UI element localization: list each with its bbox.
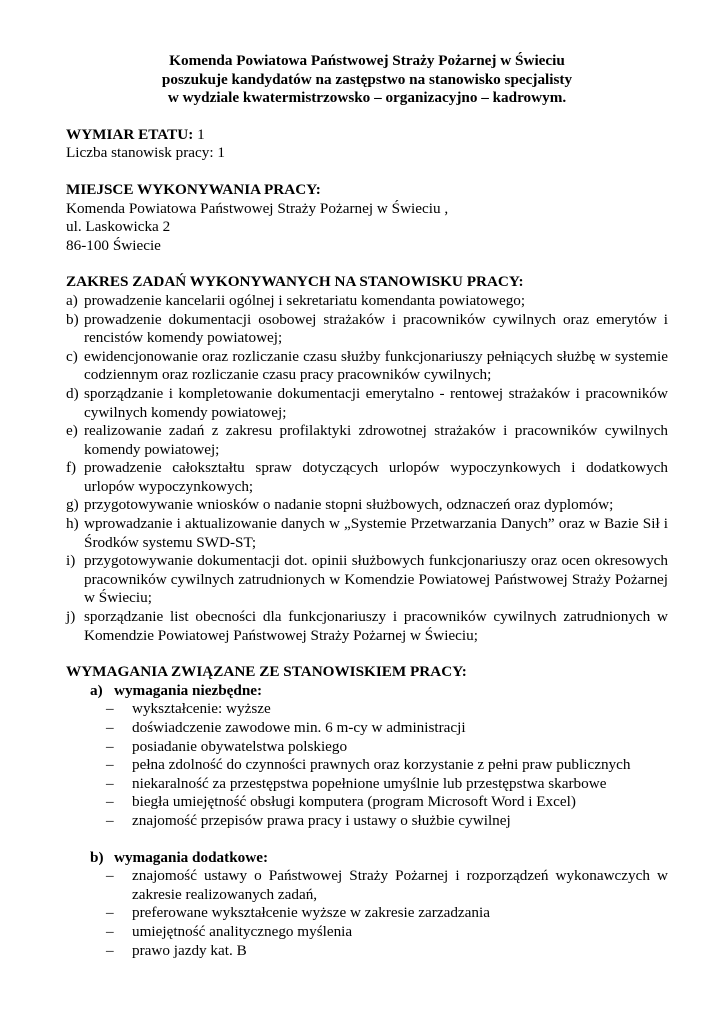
additional-item: – znajomość ustawy o Państwowej Straży Pożarnej i rozporządzeń wykonawczych w zakresie realizowanych zadań,	[106, 867, 668, 904]
task-item	[66, 552, 668, 608]
tasks-section	[66, 273, 668, 645]
task-text: sporządzanie list obecności dla funkcjonariuszy i pracowników cywilnych zatrudnionych w Komendzie Powiatowej Państwowej Straży Pożarnej w Świeciu;	[84, 608, 668, 644]
task-item	[66, 311, 668, 348]
tasks-heading: ZAKRES ZADAŃ WYKONYWANYCH NA STANOWISKU PRACY:	[66, 273, 524, 291]
additional-item: – preferowane wykształcenie wyższe w zakresie zarzadzania	[106, 904, 668, 923]
task-text: prowadzenie dokumentacji osobowej strażaków i pracowników cywilnych oraz emerytów i rencistów komendy powiatowej;	[84, 310, 668, 347]
etat-heading: WYMIAR ETATU:	[66, 125, 194, 143]
tasks-list	[66, 292, 668, 645]
location-line-3: 86-100 Świecie	[66, 236, 161, 254]
required-item: – biegła umiejętność obsługi komputera (program Microsoft Word i Excel)	[106, 793, 668, 812]
task-text: wprowadzanie i aktualizowanie danych w „Systemie Przetwarzania Danych” oraz w Bazie Sił i Środków systemu SWD-ST;	[84, 515, 668, 551]
task-label: b)	[66, 310, 79, 328]
task-label: c)	[66, 347, 78, 365]
requirements-heading: WYMAGANIA ZWIĄZANE ZE STANOWISKIEM PRACY:	[66, 663, 467, 681]
required-label: a)	[90, 681, 103, 699]
etat-line	[66, 126, 668, 145]
additional-list	[66, 867, 668, 960]
task-item	[66, 608, 668, 645]
header-line-1: Komenda Powiatowa Państwowej Straży Pożarnej w Świeciu	[169, 52, 565, 69]
etat-value: 1	[193, 125, 205, 143]
task-text: przygotowywanie dokumentacji dot. opinii służbowych funkcjonariuszy oraz ocen okresowych pracowników cywilnych zatrudnionych w Komendzie Powiatowej Państwowej Straży Pożarnej w Świeciu;	[84, 552, 668, 607]
additional-label: b)	[90, 848, 104, 866]
task-text: prowadzenie kancelarii ogólnej i sekretariatu komendanta powiatowego;	[84, 291, 526, 309]
task-label: e)	[66, 422, 78, 440]
task-text: ewidencjonowanie oraz rozliczanie czasu służby funkcjonariuszy pełniących służbę w systemie codziennym oraz rozliczanie czasu pracy pracowników cywilnych;	[84, 347, 668, 384]
required-item: – doświadczenie zawodowe min. 6 m-cy w administracji	[106, 719, 668, 738]
required-item: – pełna zdolność do czynności prawnych oraz korzystanie z pełni praw publicznych	[106, 756, 668, 775]
requirements-section	[66, 663, 668, 960]
header-line-2: poszukuje kandydatów na zastępstwo na stanowisko specjalisty	[161, 70, 573, 88]
additional-title: wymagania dodatkowe:	[114, 848, 268, 866]
task-label: i)	[66, 552, 76, 570]
task-text: realizowanie zadań z zakresu profilaktyki zdrowotnej strażaków i pracowników cywilnych komendy powiatowej;	[84, 422, 668, 458]
task-item	[66, 292, 668, 311]
task-item	[66, 515, 668, 552]
task-item	[66, 496, 668, 515]
location-line-2: ul. Laskowicka 2	[66, 218, 171, 236]
required-item: – wykształcenie: wyższe	[106, 700, 668, 719]
task-label: j)	[66, 608, 76, 626]
required-list	[66, 700, 668, 830]
location-line-1: Komenda Powiatowa Państwowej Straży Pożarnej w Świeciu ,	[66, 199, 449, 217]
task-label: h)	[66, 515, 79, 533]
task-item	[66, 459, 668, 496]
required-item: – posiadanie obywatelstwa polskiego	[106, 738, 668, 757]
task-label: a)	[66, 291, 78, 309]
task-text: sporządzanie i kompletowanie dokumentacji emerytalno - rentowej strażaków i pracowników cywilnych komendy powiatowej;	[84, 384, 668, 421]
required-title: wymagania niezbędne:	[114, 681, 263, 699]
task-item	[66, 422, 668, 459]
header-line-3: w wydziale kwatermistrzowsko – organizacyjno – kadrowym.	[167, 89, 567, 107]
additional-subheading	[90, 849, 668, 868]
additional-item: – prawo jazdy kat. B	[106, 942, 668, 961]
task-label: g)	[66, 496, 79, 514]
location-section	[66, 181, 668, 255]
task-item	[66, 348, 668, 385]
etat-section	[66, 126, 668, 163]
positions-count: Liczba stanowisk pracy: 1	[66, 144, 225, 162]
additional-item: – umiejętność analitycznego myślenia	[106, 923, 668, 942]
location-heading: MIEJSCE WYKONYWANIA PRACY:	[66, 180, 321, 198]
task-label: d)	[66, 384, 79, 402]
task-text: prowadzenie całokształtu spraw dotyczących urlopów wypoczynkowych i dodatkowych urlopów wypoczynkowych;	[84, 459, 668, 495]
task-label: f)	[66, 459, 77, 477]
required-item: – znajomość przepisów prawa pracy i ustawy o służbie cywilnej	[106, 812, 668, 831]
announcement-header	[66, 52, 668, 108]
required-subheading	[90, 682, 668, 701]
task-text: przygotowywanie wniosków o nadanie stopni służbowych, odznaczeń oraz dyplomów;	[84, 496, 614, 514]
task-item	[66, 385, 668, 422]
required-item: – niekaralność za przestępstwa popełnione umyślnie lub przestępstwa skarbowe	[106, 775, 668, 794]
spacer	[66, 831, 668, 849]
